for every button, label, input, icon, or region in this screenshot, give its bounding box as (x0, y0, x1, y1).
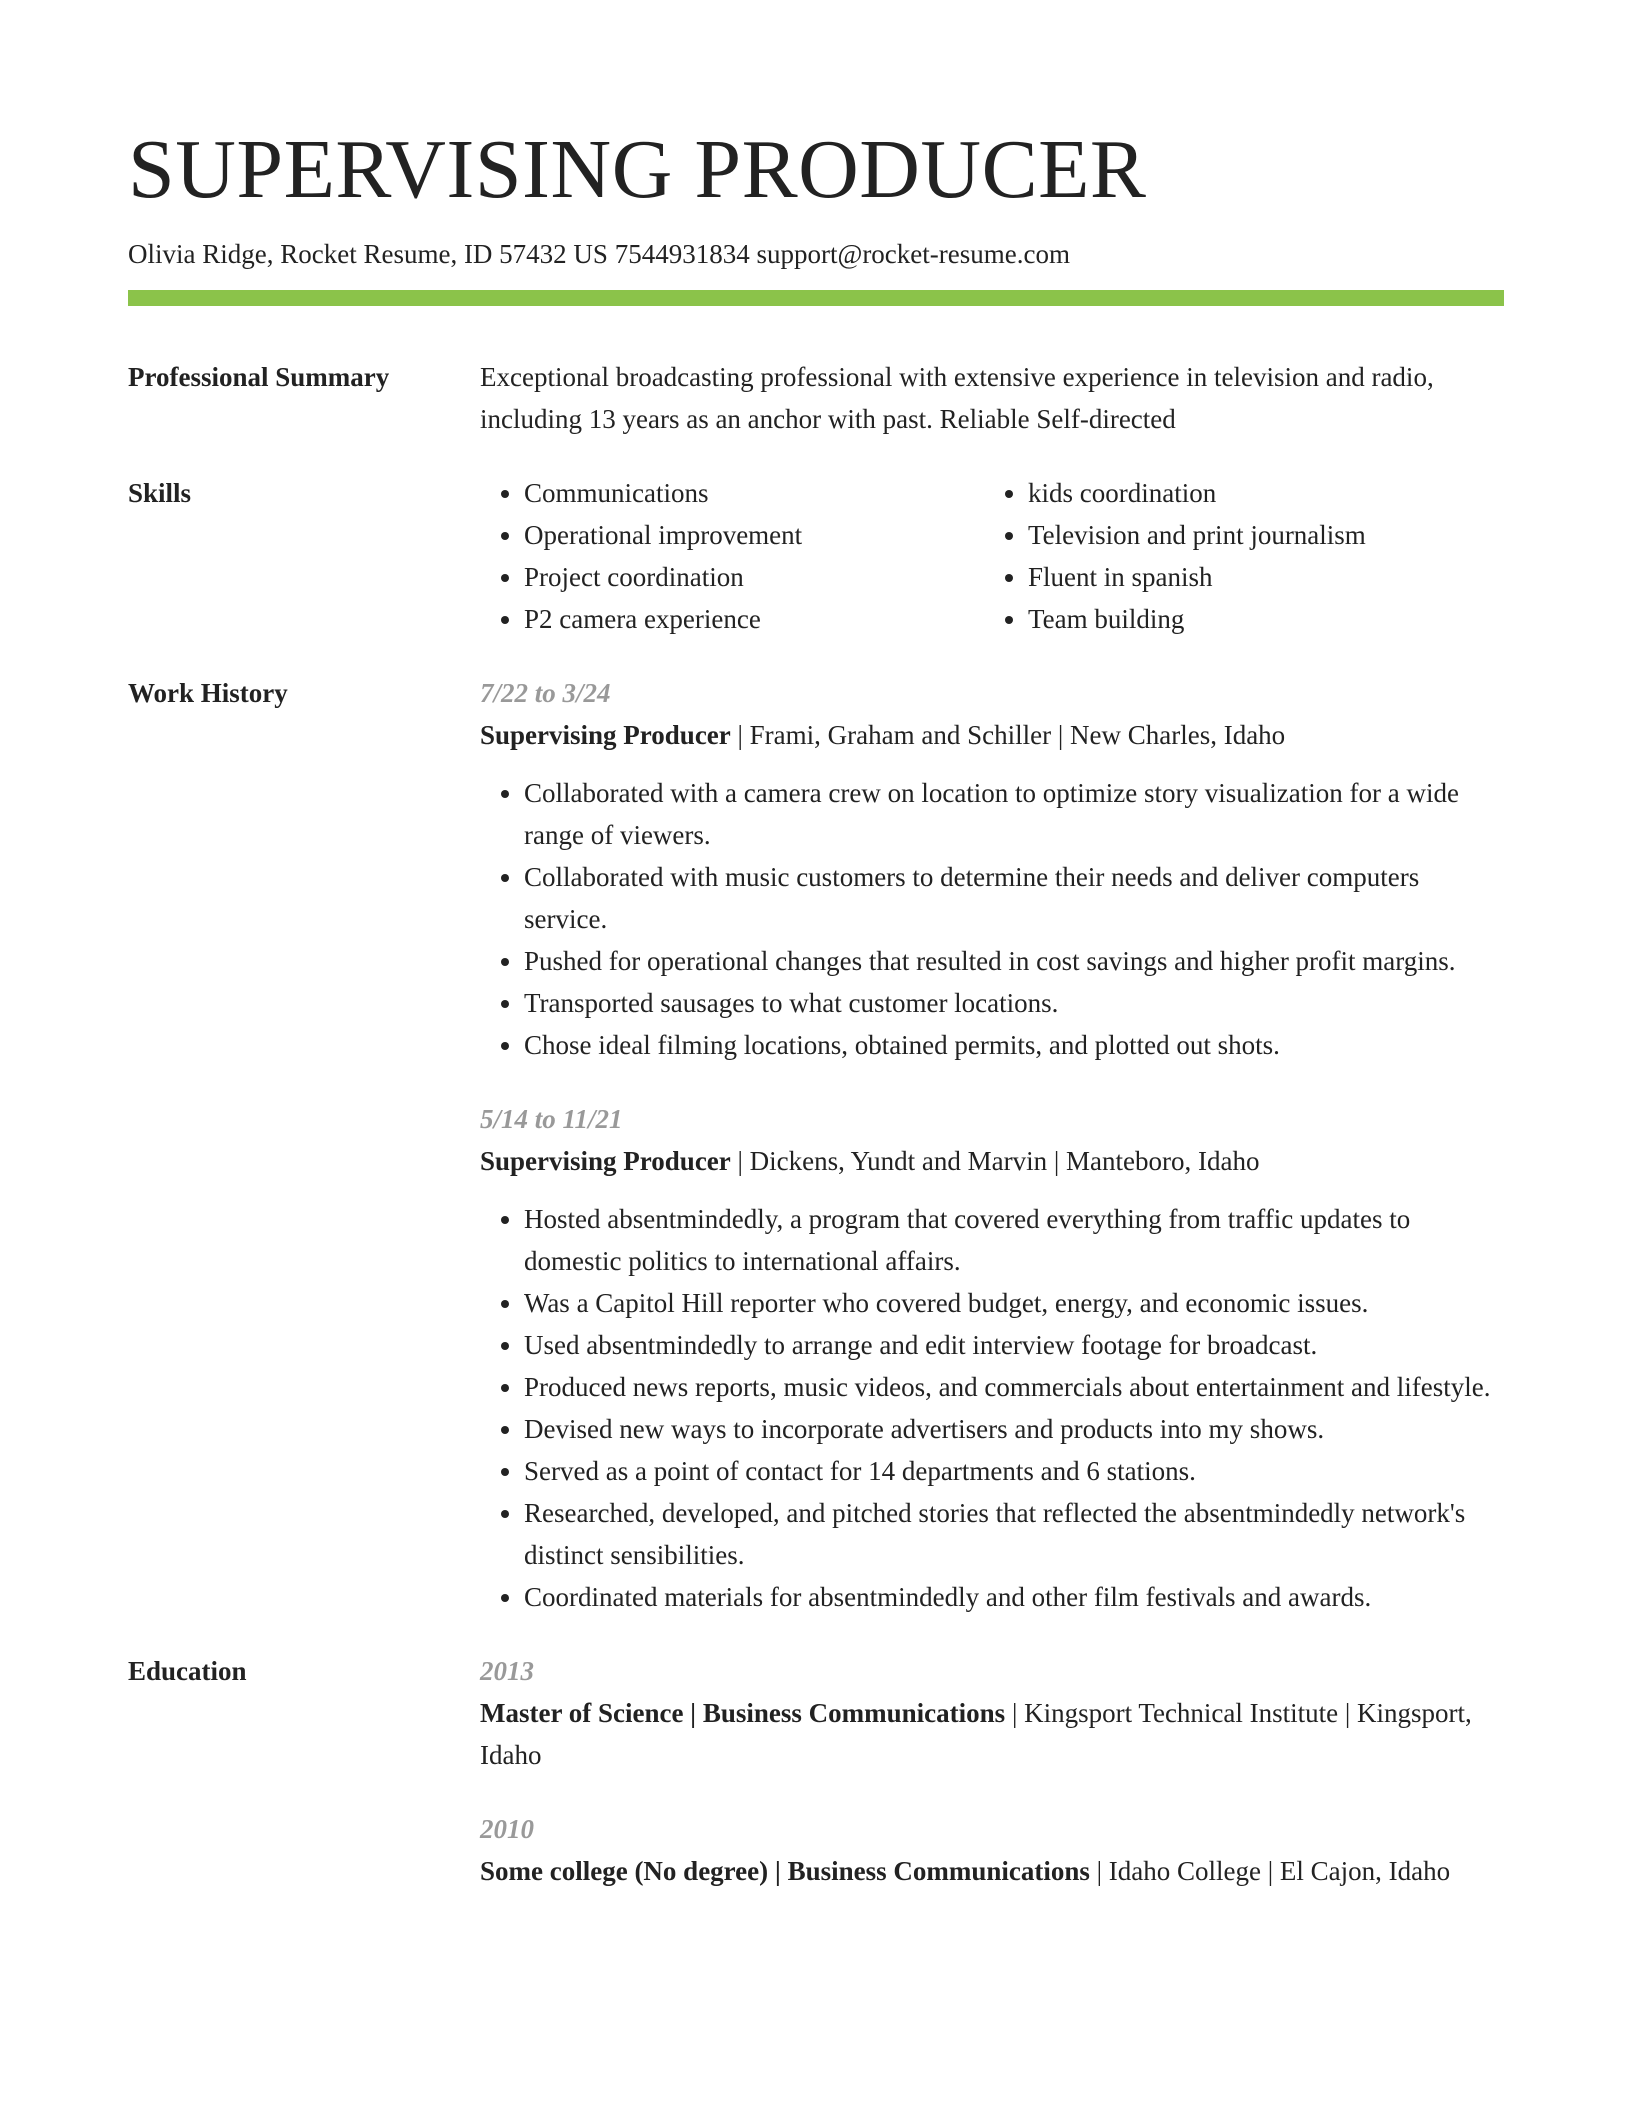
job-bullet: • Hosted absentmindedly, a program that covered everything from traffic updates to domestic politics to international affairs. (524, 1198, 1504, 1282)
education-school: | Idaho College | El Cajon, Idaho (1089, 1856, 1451, 1887)
education-school: | Kingsport Technical Institute | Kingsport, Idaho (480, 1698, 1472, 1771)
job-entry (480, 1098, 1504, 1618)
skills-column-left (480, 472, 984, 640)
education-line (480, 1692, 1504, 1776)
education-degree: Master of Science | Business Communications (480, 1698, 1006, 1729)
job-bullet: • Was a Capitol Hill reporter who covered budget, energy, and economic issues. (524, 1282, 1504, 1324)
skills-grid (480, 472, 1504, 640)
education-degree: Some college (No degree) | Business Communications (480, 1856, 1090, 1887)
section-label-work: Work History (128, 678, 288, 709)
job-bullet: • Collaborated with music customers to determine their needs and deliver computers service. (524, 856, 1504, 940)
job-bullet: • Pushed for operational changes that resulted in cost savings and higher profit margins. (524, 940, 1504, 982)
job-bullet: • Used absentmindedly to arrange and edit interview footage for broadcast. (524, 1324, 1504, 1366)
skills-section (128, 472, 1504, 640)
summary-text: Exceptional broadcasting professional with extensive experience in television and radio, including 13 years as an anchor with past. Reliable Self-directed (480, 362, 1434, 435)
job-bullets (480, 772, 1504, 1066)
skill-item: • Television and print journalism (1028, 514, 1488, 556)
skill-item: • kids coordination (1028, 472, 1488, 514)
job-title: Supervising Producer (480, 720, 731, 751)
job-bullet: • Researched, developed, and pitched stories that reflected the absentmindedly network's distinct sensibilities. (524, 1492, 1504, 1576)
education-body (480, 1650, 1504, 1892)
job-entry (480, 672, 1504, 1066)
job-bullet: • Collaborated with a camera crew on location to optimize story visualization for a wide range of viewers. (524, 772, 1504, 856)
work-body (480, 672, 1504, 1618)
contact-line: Olivia Ridge, Rocket Resume, ID 57432 US 7544931834 support@rocket-resume.com (128, 239, 1070, 269)
skill-item: • P2 camera experience (524, 598, 984, 640)
education-entry (480, 1808, 1504, 1892)
job-role-line (480, 1140, 1504, 1182)
work-history-section (128, 672, 1504, 1618)
section-label-summary: Professional Summary (128, 362, 390, 393)
summary-section (128, 356, 1504, 440)
resume-title: SUPERVISING PRODUCER (128, 123, 1147, 216)
job-title: Supervising Producer (480, 1146, 731, 1177)
skill-item: • Fluent in spanish (1028, 556, 1488, 598)
job-dates: 7/22 to 3/24 (480, 678, 611, 709)
job-dates: 5/14 to 11/21 (480, 1104, 623, 1135)
skill-item: • Project coordination (524, 556, 984, 598)
skills-column-right (984, 472, 1488, 640)
education-year: 2013 (480, 1656, 534, 1687)
education-line (480, 1850, 1504, 1892)
job-bullet: • Transported sausages to what customer locations. (524, 982, 1504, 1024)
job-bullets (480, 1198, 1504, 1618)
skills-body (480, 472, 1504, 640)
education-year: 2010 (480, 1814, 534, 1845)
job-role-line (480, 714, 1504, 756)
section-label-education: Education (128, 1656, 247, 1687)
skill-item: • Communications (524, 472, 984, 514)
section-label-skills: Skills (128, 478, 192, 509)
resume-page (128, 118, 1504, 1892)
job-employer: | Dickens, Yundt and Marvin | Manteboro, Idaho (730, 1146, 1260, 1177)
job-bullet: • Produced news reports, music videos, and commercials about entertainment and lifestyle. (524, 1366, 1504, 1408)
job-employer: | Frami, Graham and Schiller | New Charles, Idaho (730, 720, 1286, 751)
job-bullet: • Chose ideal filming locations, obtained permits, and plotted out shots. (524, 1024, 1504, 1066)
job-bullet: • Devised new ways to incorporate advertisers and products into my shows. (524, 1408, 1504, 1450)
education-section (128, 1650, 1504, 1892)
job-bullet: • Coordinated materials for absentmindedly and other film festivals and awards. (524, 1576, 1504, 1618)
skill-item: • Team building (1028, 598, 1488, 640)
accent-divider (128, 290, 1504, 306)
job-bullet: • Served as a point of contact for 14 departments and 6 stations. (524, 1450, 1504, 1492)
skill-item: • Operational improvement (524, 514, 984, 556)
education-entry (480, 1650, 1504, 1776)
